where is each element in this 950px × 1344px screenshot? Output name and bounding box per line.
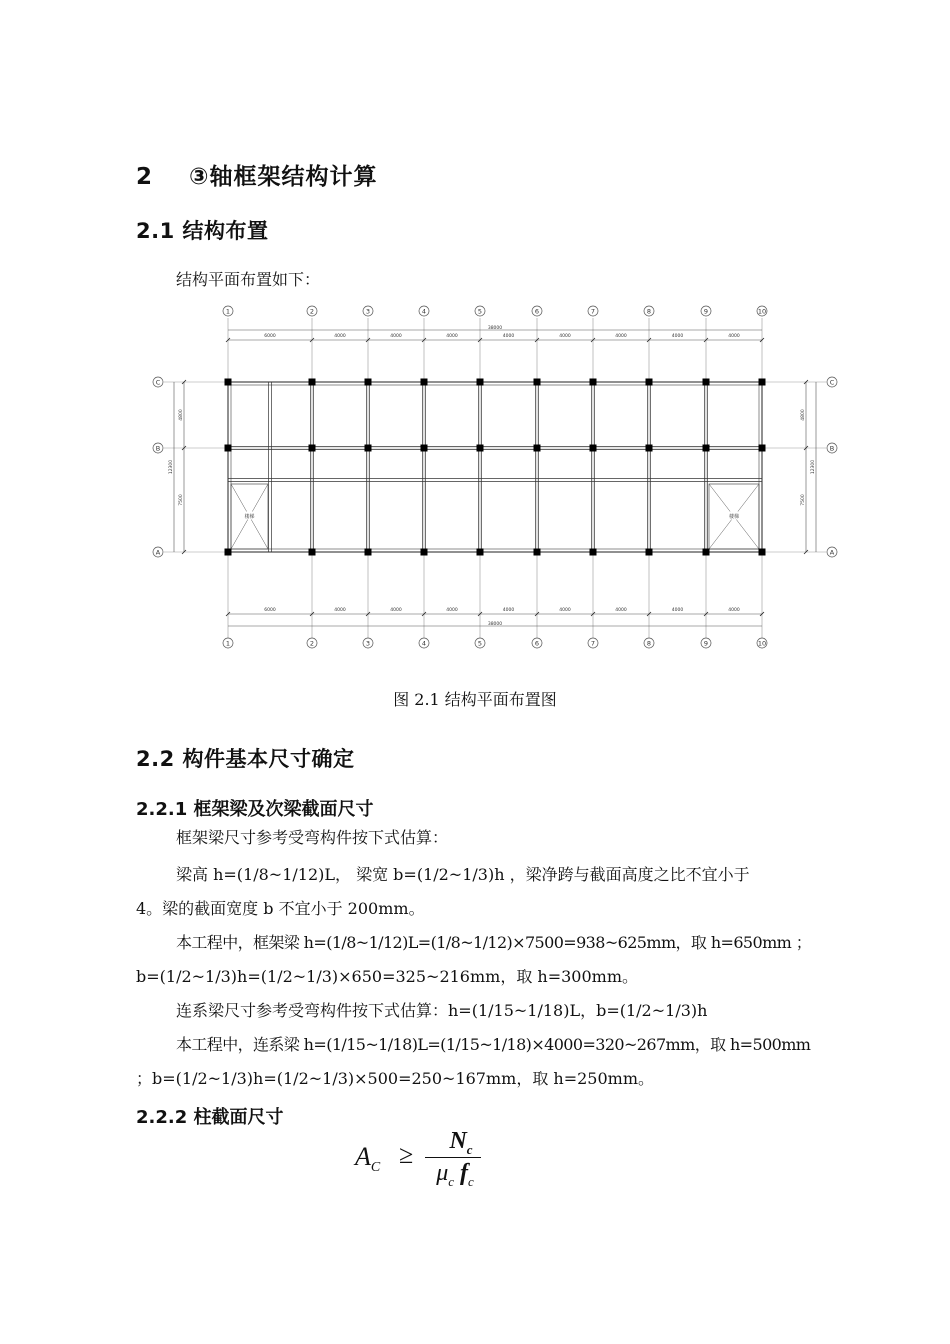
axis-number-bottom-6: 6 <box>534 639 540 648</box>
dim-span-bottom-6: 4000 <box>559 608 571 613</box>
formula-denominator: $\mu_c$ $f_c$ <box>436 1160 474 1189</box>
dim-span-top-8: 4000 <box>671 334 684 339</box>
column-B-5 <box>477 445 484 452</box>
dim-span-top-7: 4000 <box>615 334 627 339</box>
paragraph-3a: 本工程中，框架梁 h=(1/8~1/12)L=(1/8~1/12)×7500=938~625mm，取 h=650mm ； <box>176 933 812 952</box>
axis-number-bottom-2: 2 <box>309 639 315 648</box>
formula-fraction-bar <box>425 1157 481 1158</box>
column-B-3 <box>365 445 372 452</box>
dim-bay-left-1: 4800 <box>179 409 184 421</box>
paragraph-2a: 梁高 h=(1/8~1/12)L， 梁宽 b=(1/2~1/3)h ，梁净跨与截面高度之比不宜小于 <box>176 865 750 884</box>
column-C-10 <box>759 379 766 386</box>
column-B-6 <box>534 445 541 452</box>
paragraph-4: 连系梁尺寸参考受弯构件按下式估算：h=(1/15~1/18)L，b=(1/2~1/3)h <box>176 1001 708 1020</box>
dim-span-top-6: 4000 <box>559 334 571 339</box>
dim-bay-right-1: 4800 <box>801 409 806 421</box>
figure-caption: 图 2.1 结构平面布置图 <box>393 690 557 709</box>
column-A-3 <box>365 549 372 556</box>
paragraph-5b: ；b=(1/2~1/3)h=(1/2~1/3)×500=250~167mm，取 h=250mm。 <box>136 1069 655 1088</box>
column-C-7 <box>590 379 597 386</box>
column-B-2 <box>309 445 316 452</box>
column-A-10 <box>759 549 766 556</box>
structural-plan-figure <box>150 302 840 652</box>
axis-number-top-4: 4 <box>421 307 427 316</box>
column-A-4 <box>421 549 428 556</box>
column-A-5 <box>477 549 484 556</box>
axis-letter-right-C: C <box>829 378 835 387</box>
column-B-7 <box>590 445 597 452</box>
axis-number-top-9: 9 <box>703 307 709 316</box>
column-C-2 <box>309 379 316 386</box>
column-A-2 <box>309 549 316 556</box>
axis-letter-left-A: A <box>155 548 161 557</box>
axis-number-top-8: 8 <box>646 307 652 316</box>
axis-number-top-5: 5 <box>477 307 483 316</box>
dim-total-top: 38000 <box>487 326 503 331</box>
paragraph-3b: b=(1/2~1/3)h=(1/2~1/3)×650=325~216mm，取 h=300mm。 <box>136 967 639 986</box>
paragraph-5a: 本工程中，连系梁 h=(1/15~1/18)L=(1/15~1/18)×4000=320~267mm，取 h=500mm <box>176 1035 811 1054</box>
dim-span-bottom-2: 4000 <box>334 608 346 613</box>
dim-span-bottom-5: 4000 <box>502 608 515 613</box>
dim-span-top-2: 4000 <box>334 334 346 339</box>
dim-total-left: 12300 <box>169 459 174 475</box>
column-C-6 <box>534 379 541 386</box>
axis-letter-right-A: A <box>829 548 835 557</box>
column-B-9 <box>703 445 710 452</box>
column-A-1 <box>225 549 232 556</box>
axis-number-top-6: 6 <box>534 307 540 316</box>
column-A-9 <box>703 549 710 556</box>
axis-number-bottom-1: 1 <box>225 639 231 648</box>
dim-span-bottom-7: 4000 <box>615 608 627 613</box>
column-B-10 <box>759 445 766 452</box>
axis-number-bottom-7: 7 <box>590 639 596 648</box>
formula-operator: ≥ <box>399 1140 414 1169</box>
column-C-1 <box>225 379 232 386</box>
column-C-8 <box>646 379 653 386</box>
dim-span-top-1: 6000 <box>264 334 276 339</box>
dim-span-bottom-3: 4000 <box>390 608 402 613</box>
axis-number-bottom-5: 5 <box>477 639 483 648</box>
dim-span-bottom-8: 4000 <box>671 608 684 613</box>
formula-lhs: $A_C$ <box>355 1142 381 1176</box>
axis-letter-right-B: B <box>829 444 835 453</box>
chapter-number: 2 <box>136 164 154 190</box>
dim-span-bottom-4: 4000 <box>446 608 458 613</box>
stair-label-2: 楼梯 <box>728 514 740 520</box>
axis-number-top-3: 3 <box>365 307 371 316</box>
axis-number-top-7: 7 <box>590 307 596 316</box>
dim-span-top-3: 4000 <box>390 334 402 339</box>
dim-bay-left-2: 7500 <box>179 494 184 506</box>
column-A-7 <box>590 549 597 556</box>
paragraph-2b: 4。梁的截面宽度 b 不宜小于 200mm。 <box>136 899 425 918</box>
axis-number-top-2: 2 <box>309 307 315 316</box>
section-heading-2-2: 2.2 构件基本尺寸确定 <box>136 747 355 771</box>
axis-letter-left-B: B <box>155 444 161 453</box>
dim-total-bottom: 38000 <box>487 622 503 627</box>
dim-bay-right-2: 7500 <box>801 494 806 506</box>
column-C-3 <box>365 379 372 386</box>
section-heading-2-2-1: 2.2.1 框架梁及次梁截面尺寸 <box>136 799 374 820</box>
column-B-8 <box>646 445 653 452</box>
axis-number-bottom-10: 10 <box>757 639 767 648</box>
column-B-1 <box>225 445 232 452</box>
paragraph-1: 框架梁尺寸参考受弯构件按下式估算： <box>176 828 449 847</box>
section-intro: 结构平面布置如下： <box>176 270 321 289</box>
column-B-4 <box>421 445 428 452</box>
axis-number-bottom-3: 3 <box>365 639 371 648</box>
axis-number-top-1: 1 <box>225 307 231 316</box>
column-A-8 <box>646 549 653 556</box>
section-heading-2-1: 2.1 结构布置 <box>136 219 269 243</box>
axis-number-bottom-4: 4 <box>421 639 427 648</box>
building-outline <box>228 382 762 552</box>
dim-span-top-4: 4000 <box>446 334 458 339</box>
column-C-9 <box>703 379 710 386</box>
dim-span-top-5: 4000 <box>502 334 515 339</box>
stair-label-1: 楼梯 <box>244 514 255 520</box>
chapter-title: ③轴框架结构计算 <box>189 164 378 190</box>
column-A-6 <box>534 549 541 556</box>
axis-number-top-10: 10 <box>757 307 767 316</box>
axis-number-bottom-8: 8 <box>646 639 652 648</box>
dim-span-top-9: 4000 <box>728 334 740 339</box>
column-C-5 <box>477 379 484 386</box>
dim-span-bottom-9: 4000 <box>728 608 740 613</box>
axis-number-bottom-9: 9 <box>703 639 709 648</box>
dim-span-bottom-1: 6000 <box>264 608 276 613</box>
chapter-heading <box>136 158 378 191</box>
column-C-4 <box>421 379 428 386</box>
formula-numerator: $N_c$ <box>449 1128 473 1157</box>
dim-total-right: 12300 <box>811 459 816 475</box>
axis-letter-left-C: C <box>155 378 161 387</box>
section-heading-2-2-2: 2.2.2 柱截面尺寸 <box>136 1107 284 1128</box>
